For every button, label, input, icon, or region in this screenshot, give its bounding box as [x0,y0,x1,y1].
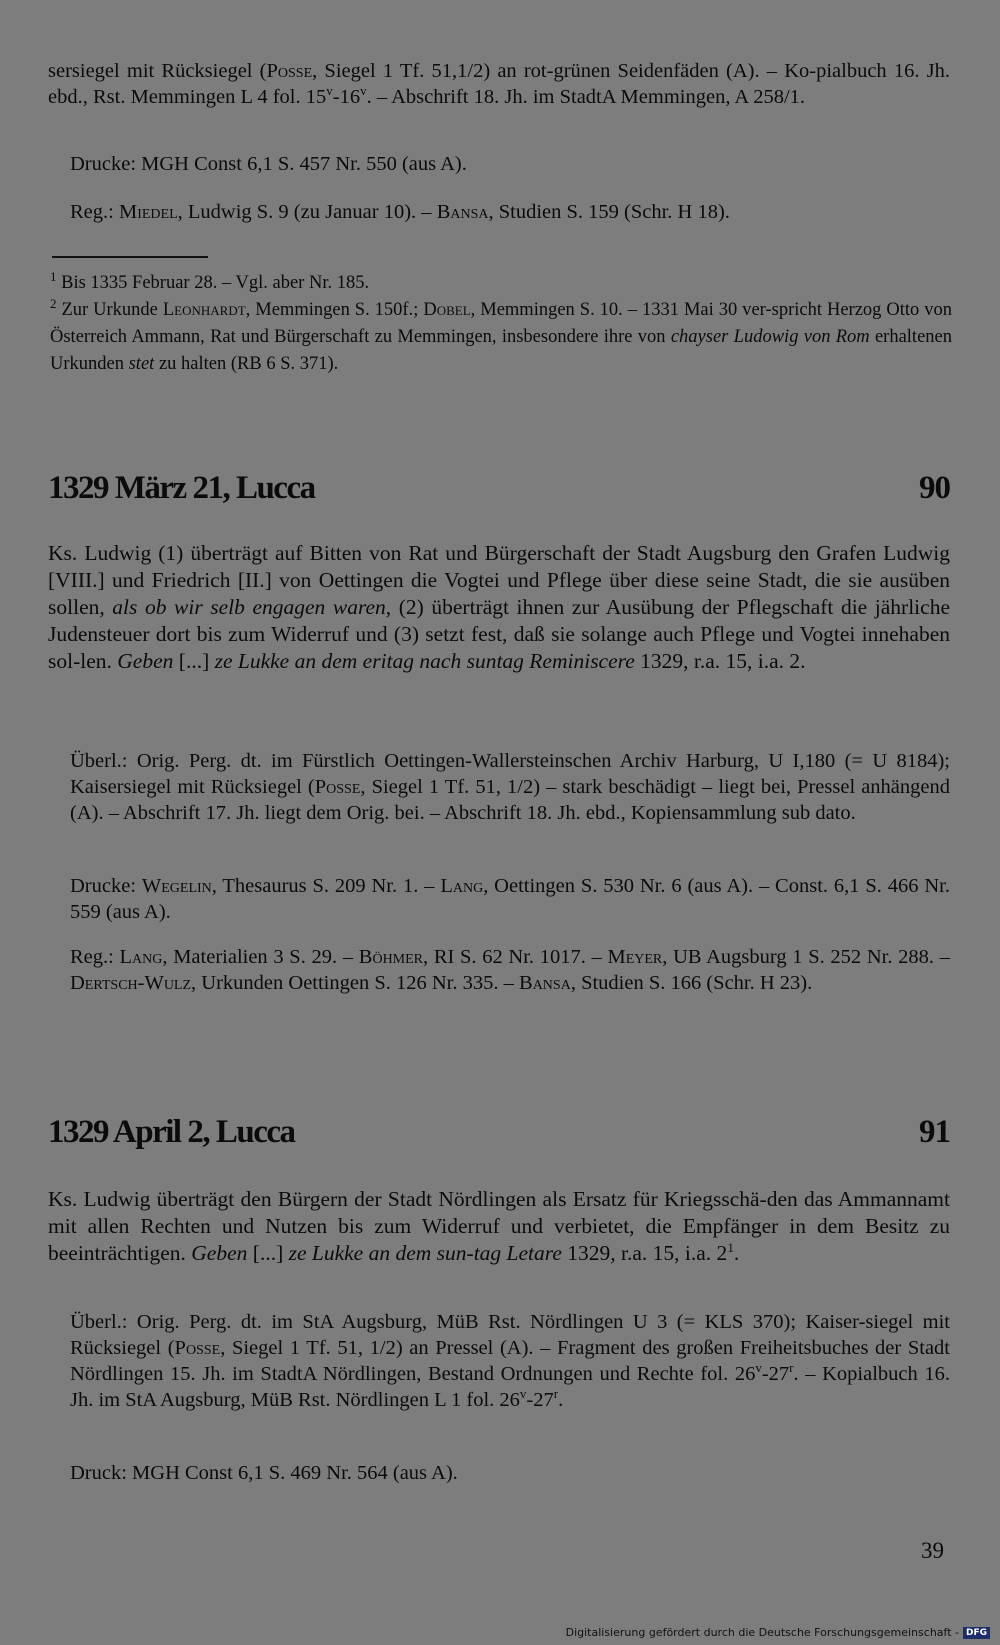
footnote-2 [50,297,952,378]
entry-91-heading [48,1114,950,1164]
reg-line [70,199,950,225]
entry-90-uberlieferung [70,748,950,826]
quoted-text: ze Lukke an dem sun-tag Letare [288,1241,562,1265]
text: Bis 1335 Februar 28. – Vgl. aber Nr. 185. [56,273,370,293]
entry-90-summary [48,540,950,675]
entry-number: 91 [919,1114,950,1150]
text: , UB Augsburg 1 S. 252 Nr. 288. – [662,946,950,968]
footnote-divider [52,256,208,258]
text: . [558,1389,564,1411]
text: . – Abschrift 18. Jh. im StadtA Memmingen, A 258/1. [366,86,806,108]
footnote-1 [50,270,952,297]
entry-91-uberlieferung [70,1309,950,1413]
text: zu halten (RB 6 S. 371). [154,354,339,374]
author-name: Posse [266,60,313,82]
text: 1329, r.a. 15, i.a. 2. [634,649,806,673]
author-name: Miedel [118,201,178,223]
text: , Thesaurus S. 209 Nr. 1. – [211,875,441,897]
footnote-mark: 2 [50,295,57,311]
superscript: r [789,1360,794,1376]
superscript: v [326,83,333,99]
author-name: Lang [440,875,484,897]
text: Überl.: Orig. Perg. dt. im StA Augsburg, MüB Rst. Nördlingen U 3 (= KLS 370); Kaiser-siegel mit Rücksiegel ( [70,1311,950,1359]
author-name: Dobel [423,300,471,320]
entry-date-place: 1329 März 21, Lucca [48,470,315,506]
author-name: Böhmer [358,946,424,968]
entry-90-heading [48,470,950,520]
author-name: Posse [174,1337,221,1359]
quoted-text: ze Lukke an dem eritag nach suntag Reminiscere [214,649,635,673]
text: erhaltenen Urkunden [50,327,952,374]
text: Druck: MGH Const 6,1 S. 469 Nr. 564 (aus A). [70,1462,458,1484]
author-name: Wegelin [141,875,212,897]
text: 1329, r.a. 15, i.a. 2 [561,1241,728,1265]
author-name: Leonhardt [162,300,246,320]
entry-90-regesten [70,944,950,996]
text: Zur Urkunde [56,300,163,320]
quoted-text: als ob wir selb engagen waren, [112,595,392,619]
entry-number: 90 [919,470,950,506]
author-name: Lang [119,946,163,968]
text: -16 [332,86,361,108]
text: (2) überträgt ihnen zur Ausübung der Pflegschaft die jährliche Judensteuer dort bis zum Widerruf und (3) setzt fest, daß sie solange auch Pflege und Vogtei innehaben sol-len. [48,595,950,673]
author-name: Bansa [436,201,489,223]
text: [...] [173,649,215,673]
text: , Studien S. 166 (Schr. H 23). [570,972,813,994]
text: , Oettingen S. 530 Nr. 6 (aus A). – Const. 6,1 S. 466 Nr. 559 (aus A). [70,875,950,923]
page-number: 39 [921,1538,944,1563]
superscript: v [519,1386,527,1402]
text: Ks. Ludwig (1) überträgt auf Bitten von Rat und Bürgerschaft der Stadt Augsburg den Grafen Ludwig [VIII.] und Friedrich [II.] von Oettingen die Vogtei und Pflege über diese seine Stadt, die sie ausüben sollen, [48,541,950,619]
text: , Urkunden Oettingen S. 126 Nr. 335. – [191,972,520,994]
text: . – Kopialbuch 16. Jh. im StA Augsburg, MüB Rst. Nördlingen L 1 fol. 26 [70,1363,950,1411]
text: sersiegel mit Rücksiegel ( [48,60,267,82]
superscript: r [553,1386,559,1402]
author-name: Dertsch-Wulz [70,972,192,994]
text: , Siegel 1 Tf. 51,1/2) an rot-grünen Seidenfäden (A). – Ko-pialbuch 16. Jh. ebd., Rst. Memmingen L 4 fol. 15 [48,60,950,108]
text: Reg.: [70,946,120,968]
footnote-mark: 1 [50,268,57,284]
footer-text: Digitalisierung gefördert durch die Deutsche Forschungsgemeinschaft - [565,1626,959,1639]
text: -27 [761,1363,790,1385]
quoted-text: stet [128,354,155,374]
text: Überl.: Orig. Perg. dt. im Fürstlich Oettingen-Wallersteinschen Archiv Harburg, U I,180 (= U 8184); Kaisersiegel mit Rücksiegel ( [70,750,950,798]
text: , Materialien 3 S. 29. – [162,946,359,968]
text: -27 [526,1389,554,1411]
text: Ks. Ludwig überträgt den Bürgern der Stadt Nördlingen als Ersatz für Kriegsschä-den das Ammannamt mit allen Rechten und Nutzen bis zum Widerruf und verbietet, die Empfänger in dem Besitz zu beeinträchtigen. [48,1187,950,1265]
author-name: Meyer [607,946,663,968]
footnote-mark: 1 [727,1239,734,1255]
entry-91-summary [48,1186,950,1267]
text: , Siegel 1 Tf. 51, 1/2) an Pressel (A). – Fragment des großen Freiheitsbuches der Stadt Nördlingen 15. Jh. im StadtA Nördlingen, Bestand Ordnungen und Rechte fol. 26 [70,1337,950,1385]
dfg-logo: DFG [963,1627,990,1639]
text: , Ludwig S. 9 (zu Januar 10). – [177,201,437,223]
text: , Memmingen S. 10. – 1331 Mai 30 ver-spricht Herzog Otto von Österreich Ammann, Rat und Bürgerschaft zu Memmingen, insbesondere ihre von [50,300,952,347]
text: , Siegel 1 Tf. 51, 1/2) – stark beschädigt – liegt bei, Pressel anhängend (A). – Abschrift 17. Jh. liegt dem Orig. bei. – Abschrift 18. Jh. ebd., Kopiensammlung sub dato. [70,776,950,824]
entry-91-druck [70,1460,950,1486]
text: . [733,1241,740,1265]
superscript: v [755,1360,762,1376]
drucke-line [70,151,950,177]
text: Drucke: [70,875,142,897]
text: Drucke: MGH Const 6,1 S. 457 Nr. 550 (aus A). [70,153,467,175]
entry-90-drucke [70,873,950,925]
text: [...] [247,1241,289,1265]
superscript: v [360,83,367,99]
author-name: Posse [314,776,361,798]
text: , Memmingen S. 150f.; [245,300,424,320]
footer-credit [566,1626,990,1639]
text: , Studien S. 159 (Schr. H 18). [488,201,730,223]
text: , RI S. 62 Nr. 1017. – [423,946,608,968]
author-name: Bansa [519,972,571,994]
quoted-text: chayser Ludowig von Rom [670,327,870,347]
entry-date-place: 1329 April 2, Lucca [48,1114,295,1150]
quoted-text: Geben [117,649,174,673]
quoted-text: Geben [191,1241,248,1265]
text: Reg.: [70,201,119,223]
continuation-paragraph [48,58,950,110]
